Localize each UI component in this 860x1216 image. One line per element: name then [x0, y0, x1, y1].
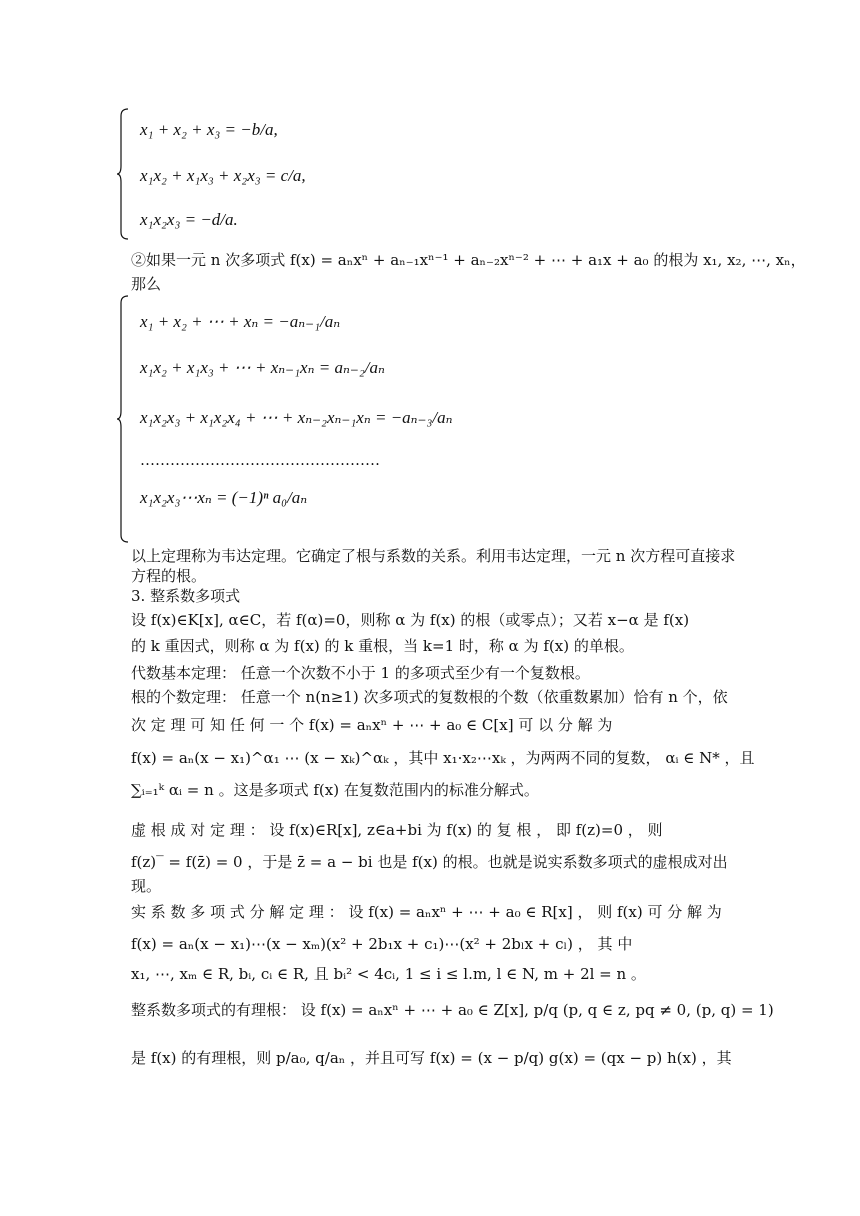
root-count-2: 次 定 理 可 知 任 何 一 个 f(x) = aₙxⁿ + ⋯ + a₀ ∈ C[x] 可 以 分 解 为: [131, 716, 613, 734]
root-definition-2: 的 k 重因式，则称 α 为 f(x) 的 k 重根，当 k=1 时，称 α 为 f(x) 的单根。: [131, 637, 634, 655]
systemN-eq3: x₁x₂x₃ + x₁x₂x₄ + ⋯ + xₙ₋₂xₙ₋₁xₙ = −aₙ₋₃/aₙ: [140, 408, 453, 427]
section-3-title: 3. 整系数多项式: [131, 587, 241, 605]
general-vieta-intro-2: 那么: [131, 275, 162, 293]
rational-roots-1: 整系数多项式的有理根： 设 f(x) = aₙxⁿ + ⋯ + a₀ ∈ Z[x], p/q (p, q ∈ z, pq ≠ 0, (p, q) = 1): [131, 1001, 774, 1019]
systemN-eq5: x₁x₂x₃⋯xₙ = (−1)ⁿ a₀/aₙ: [140, 488, 308, 507]
systemN-eq1: x₁ + x₂ + ⋯ + xₙ = −aₙ₋₁/aₙ: [140, 312, 341, 331]
real-factorization-1: 实 系 数 多 项 式 分 解 定 理 ： 设 f(x) = aₙxⁿ + ⋯ + a₀ ∈ R[x] ， 则 f(x) 可 分 解 为: [131, 903, 722, 921]
system3-eq2: x₁x₂ + x₁x₃ + x₂x₃ = c/a,: [140, 166, 306, 185]
rational-roots-2: 是 f(x) 的有理根，则 p/a₀, q/aₙ ，并且可写 f(x) = (x − p/q) g(x) = (qx − p) h(x) ，其: [131, 1049, 732, 1067]
root-count-4: ∑ᵢ₌₁ᵏ αᵢ = n 。这是多项式 f(x) 在复数范围内的标准分解式。: [131, 781, 539, 799]
systemN-brace: [116, 295, 130, 543]
system3-eq3: x₁x₂x₃ = −d/a.: [140, 210, 238, 229]
real-factorization-3: x₁, ⋯, xₘ ∈ R, bᵢ, cᵢ ∈ R, 且 bᵢ² < 4cᵢ, 1 ≤ i ≤ l.m, l ∈ N, m + 2l = n 。: [131, 965, 646, 983]
real-factorization-2: f(x) = aₙ(x − x₁)⋯(x − xₘ)(x² + 2b₁x + c₁)⋯(x² + 2bₗx + cₗ) ， 其 中: [131, 935, 633, 953]
systemN-dots: …………………………………………: [140, 451, 380, 469]
vieta-summary-1: 以上定理称为韦达定理。它确定了根与系数的关系。利用韦达定理，一元 n 次方程可直接求: [131, 547, 736, 565]
system3-brace: [116, 108, 130, 240]
root-count-3: f(x) = aₙ(x − x₁)^α₁ ⋯ (x − xₖ)^αₖ ，其中 x₁·x₂⋯xₖ ，为两两不同的复数， αᵢ ∈ N* ，且: [131, 749, 755, 767]
systemN-eq2: x₁x₂ + x₁x₃ + ⋯ + xₙ₋₁xₙ = aₙ₋₂/aₙ: [140, 358, 385, 377]
vieta-summary-2: 方程的根。: [131, 567, 207, 585]
conjugate-roots-1: 虚 根 成 对 定 理 ： 设 f(x)∈R[x], z∈a+bi 为 f(x) 的 复 根 ， 即 f(z)=0 ， 则: [131, 821, 663, 839]
general-vieta-intro: ②如果一元 n 次多项式 f(x) = aₙxⁿ + aₙ₋₁xⁿ⁻¹ + aₙ₋₂xⁿ⁻² + ⋯ + a₁x + a₀ 的根为 x₁, x₂, ⋯, xₙ，: [131, 251, 806, 269]
system3-eq1: x₁ + x₂ + x₃ = −b/a,: [140, 120, 278, 139]
fundamental-theorem: 代数基本定理： 任意一个次数不小于 1 的多项式至少有一个复数根。: [131, 664, 590, 682]
root-definition-1: 设 f(x)∈K[x], α∈C，若 f(α)=0，则称 α 为 f(x) 的根（或零点）；又若 x−α 是 f(x): [131, 611, 690, 629]
root-count-1: 根的个数定理： 任意一个 n(n≥1) 次多项式的复数根的个数（依重数累加）恰有 n 个，依: [131, 688, 728, 706]
conjugate-roots-3: 现。: [131, 877, 162, 895]
conjugate-roots-2: f(z)‾ = f(z̄) = 0 ，于是 z̄ = a − bi 也是 f(x) 的根。也就是说实系数多项式的虚根成对出: [131, 853, 728, 871]
